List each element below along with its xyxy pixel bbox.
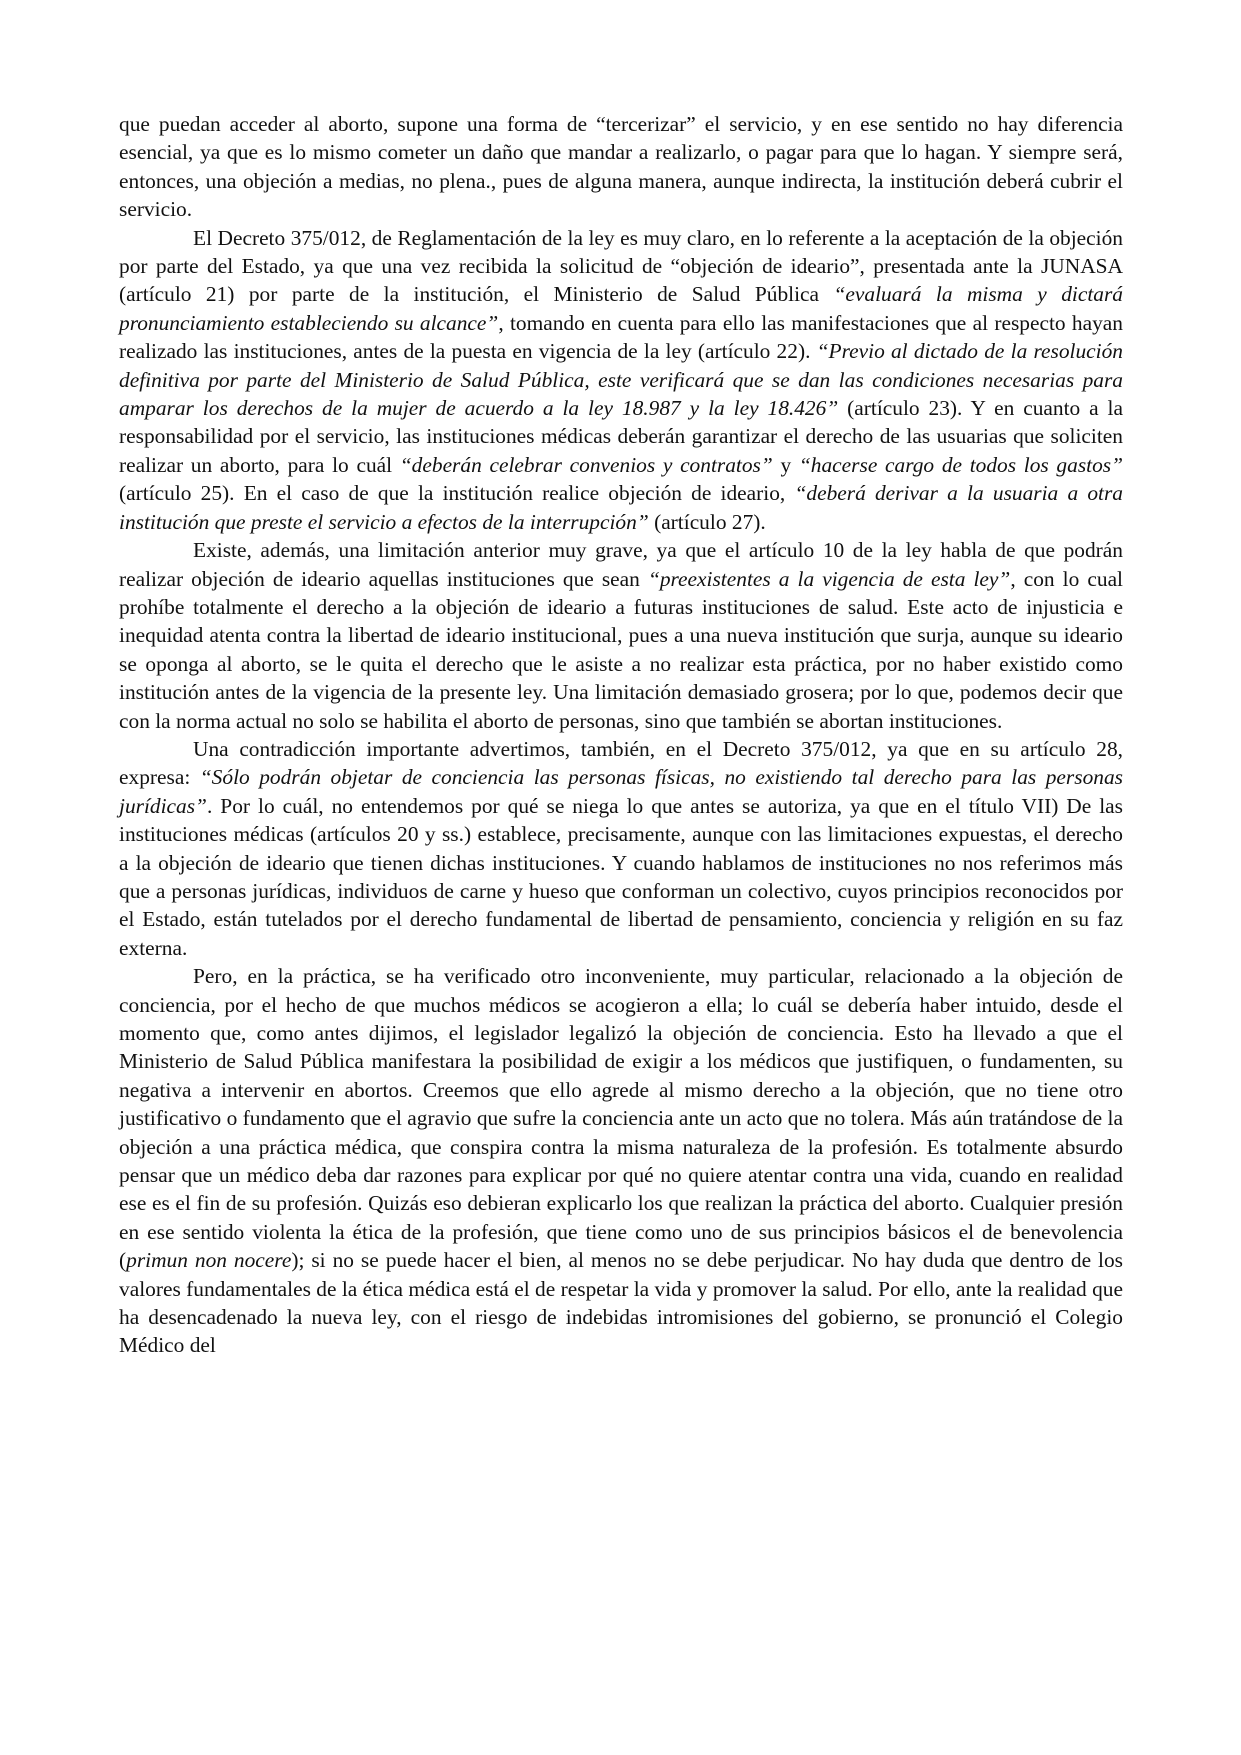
quoted-text: “Sólo podrán objetar de conciencia las personas físicas, no existiendo tal derecho para las personas jurídicas” xyxy=(119,765,1123,818)
text-segment: El Decreto 375/012, de Reglamentación de la ley es muy claro, en lo referente a la aceptación de la objeción por parte del Estado, ya que una vez recibida la solicitud de “objeción de ideario”, presentada ante la JUNASA (artículo 21) por parte de la institución, el Ministerio de Salud Pública xyxy=(119,225,1123,307)
text-segment: que puedan acceder al aborto, supone una forma de “tercerizar” el servicio, y en ese sentido no hay diferencia esencial, ya que es lo mismo cometer un daño que mandar a realizarlo, o pagar para que lo hagan. Y siempre será, entonces, una objeción a medias, no plena., pues de alguna manera, aunque indirecta, la institución deberá cubrir el servicio. xyxy=(119,112,1123,222)
text-segment: , con lo cual prohíbe totalmente el derecho a la objeción de ideario a futuras instituciones de salud. Este acto de injusticia e inequidad atenta contra la libertad de ideario institucional, pues a una nueva institución que surja, aunque su ideario se oponga al aborto, se le quita el derecho que le asiste a no realizar esta práctica, por no haber existido como institución antes de la vigencia de la presente ley. Una limitación demasiado grosera; por lo que, podemos decir que con la norma actual no solo se habilita el aborto de personas, sino que también se abortan instituciones. xyxy=(119,566,1124,733)
quoted-text: “deberán celebrar convenios y contratos” xyxy=(399,452,773,477)
text-segment: (artículo 23). Y en cuanto a la responsabilidad por el servicio, las instituciones médicas deberán garantizar el derecho de las usuarias que soliciten realizar un aborto, para lo cuál xyxy=(119,396,1123,477)
quoted-text: “hacerse cargo de todos los gastos” xyxy=(798,452,1124,477)
text-segment: Pero, en la práctica, se ha verificado otro inconveniente, muy particular, relacionado a la objeción de conciencia, por el hecho de que muchos médicos se acogieron a ella; lo cuál se debería haber intuido, desde el momento que, como antes dijimos, el legislador legalizó la objeción de conciencia. Esto ha llevado a que el Ministerio de Salud Pública manifestara la posibilidad de exigir a los médicos que justifiquen, o fundamenten, su negativa a intervenir en abortos. Creemos que ello agrede al mismo derecho a la objeción, que no tiene otro justificativo o fundamento que el agravio que sufre la conciencia ante un acto que no tolera. Más aún tratándose de la objeción a una práctica médica, que conspira contra la misma naturaleza de la profesión. Es totalmente absurdo pensar que un médico deba dar razones para explicar por qué no quiere atentar contra una vida, cuando en realidad ese es el fin de su profesión. Quizás eso debieran explicarlo los que realizan la práctica del aborto. Cualquier presión en ese sentido violenta la ética de la profesión, que tiene como uno de sus principios básicos el de benevolencia ( xyxy=(119,964,1123,1273)
paragraph-2 xyxy=(119,224,1123,536)
quoted-text: primun non nocere xyxy=(126,1248,292,1273)
text-segment: y xyxy=(772,452,799,477)
text-segment: Existe, además, una limitación anterior muy grave, ya que el artículo 10 de la ley habla de que podrán realizar objeción de ideario aquellas instituciones que sean xyxy=(119,538,1123,591)
text-segment: ); si no se puede hacer el bien, al menos no se debe perjudicar. No hay duda que dentro de los valores fundamentales de la ética médica está el de respetar la vida y promover la salud. Por ello, ante la realidad que ha desencadenado la nueva ley, con el riesgo de indebidas intromisiones del gobierno, se pronunció el Colegio Médico del xyxy=(119,1248,1123,1358)
quoted-text: “Previo al dictado de la resolución definitiva por parte del Ministerio de Salud Pública, este verificará que se dan las condiciones necesarias para amparar los derechos de la mujer de acuerdo a la ley 18.987 y la ley 18.426” xyxy=(119,339,1123,421)
paragraph-1 xyxy=(119,110,1123,224)
quoted-text: “deberá derivar a la usuaria a otra institución que preste el servicio a efectos de la interrupción” xyxy=(119,481,1123,534)
paragraph-4 xyxy=(119,735,1123,962)
text-segment: , tomando en cuenta para ello las manifestaciones que al respecto hayan realizado las instituciones, antes de la puesta en vigencia de la ley (artículo 22). xyxy=(119,310,1123,364)
quoted-text: “preexistentes a la vigencia de esta ley” xyxy=(647,566,1011,591)
quoted-text: “evaluará la misma y dictará pronunciamiento estableciendo su alcance” xyxy=(119,282,1123,335)
paragraph-5 xyxy=(119,962,1123,1360)
paragraph-3 xyxy=(119,536,1123,735)
text-segment: Una contradicción importante advertimos, también, en el Decreto 375/012, ya que en su artículo 28, expresa: xyxy=(119,736,1123,790)
text-segment: (artículo 27). xyxy=(648,509,766,534)
text-segment: (artículo 25). En el caso de que la institución realice objeción de ideario, xyxy=(119,481,795,506)
document-page xyxy=(119,110,1123,1360)
text-segment: . Por lo cuál, no entendemos por qué se niega lo que antes se autoriza, ya que en el título VII) De las instituciones médicas (artículos 20 y ss.) establece, precisamente, aunque con las limitaciones expuestas, el derecho a la objeción de ideario que tienen dichas instituciones. Y cuando hablamos de instituciones no nos referimos más que a personas jurídicas, individuos de carne y hueso que conforman un colectivo, cuyos principios reconocidos por el Estado, están tutelados por el derecho fundamental de libertad de pensamiento, conciencia y religión en su faz externa. xyxy=(119,793,1123,960)
